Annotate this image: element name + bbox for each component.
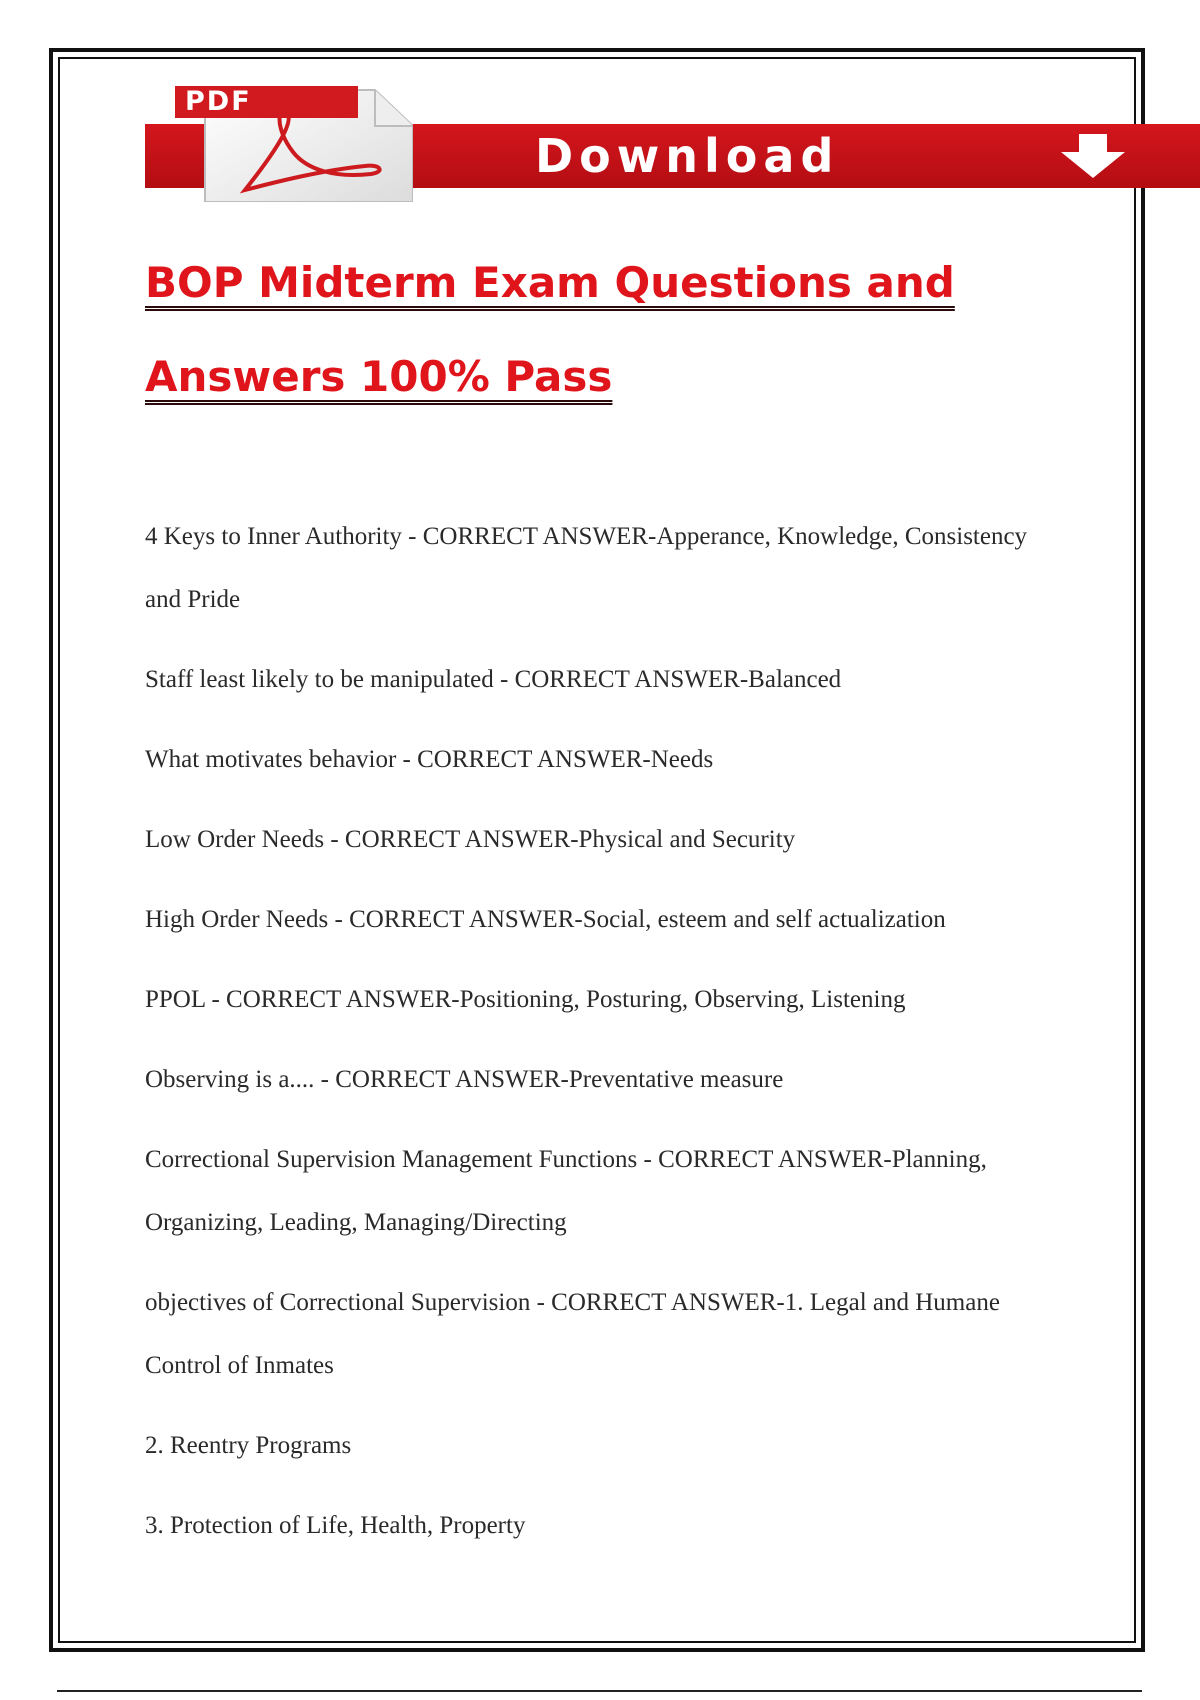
qa-item: Low Order Needs - CORRECT ANSWER-Physical and Security bbox=[145, 826, 796, 853]
pdf-label: PDF bbox=[175, 86, 358, 118]
qa-item: PPOL - CORRECT ANSWER-Positioning, Posturing, Observing, Listening bbox=[145, 986, 906, 1013]
pdf-file-icon bbox=[175, 82, 413, 202]
document-title bbox=[145, 236, 1045, 424]
qa-item: 2. Reentry Programs bbox=[145, 1432, 352, 1459]
qa-item: Observing is a.... - CORRECT ANSWER-Preventative measure bbox=[145, 1066, 784, 1093]
download-label: Download bbox=[535, 129, 840, 183]
qa-item: 4 Keys to Inner Authority - CORRECT ANSWER-Apperance, Knowledge, Consistency and Pride bbox=[145, 523, 1028, 613]
title-line-1: BOP Midterm Exam Questions and bbox=[145, 258, 955, 307]
qa-item: Staff least likely to be manipulated - CORRECT ANSWER-Balanced bbox=[145, 666, 842, 693]
qa-item: What motivates behavior - CORRECT ANSWER-Needs bbox=[145, 746, 714, 773]
pdf-download-banner[interactable] bbox=[145, 78, 1200, 204]
qa-item: High Order Needs - CORRECT ANSWER-Social, esteem and self actualization bbox=[145, 906, 946, 933]
qa-item: Correctional Supervision Management Functions - CORRECT ANSWER-Planning, Organizing, Leading, Managing/Directing bbox=[145, 1146, 987, 1236]
bottom-divider bbox=[57, 1690, 1142, 1692]
download-arrow-icon bbox=[1055, 132, 1131, 180]
qa-item: 3. Protection of Life, Health, Property bbox=[145, 1512, 526, 1539]
qa-item: objectives of Correctional Supervision - CORRECT ANSWER-1. Legal and Humane Control of Inmates bbox=[145, 1289, 1000, 1379]
title-line-2: Answers 100% Pass bbox=[145, 352, 613, 401]
qa-list bbox=[145, 505, 1045, 1574]
